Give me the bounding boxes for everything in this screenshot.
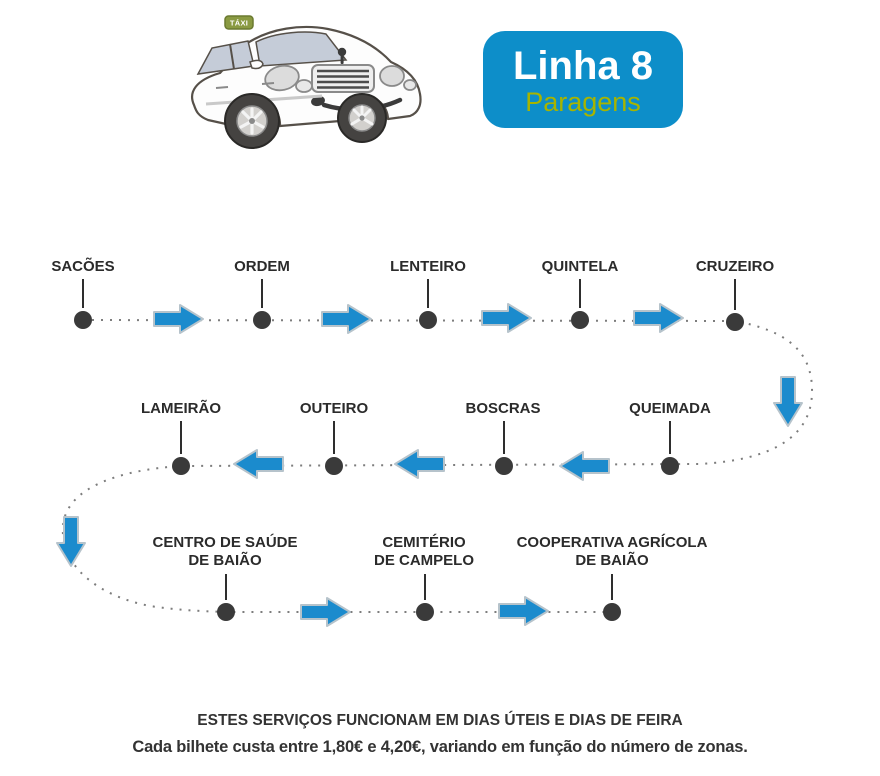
stop-label-lenteiro: LENTEIRO: [390, 258, 466, 275]
arrow-down-left-side: [57, 517, 85, 566]
arrow-right-6: [499, 597, 548, 625]
arrow-right-2: [322, 305, 371, 333]
stop-labels: [51, 257, 774, 569]
arrow-right-4: [634, 304, 683, 332]
stop-dot-lameirao: [172, 457, 190, 475]
stop-dot-lenteiro: [419, 311, 437, 329]
stop-dot-quintela: [571, 311, 589, 329]
stop-label-sacoes: SACÕES: [51, 258, 115, 275]
stop-dot-cooperativa: [603, 603, 621, 621]
arrow-left-3: [234, 450, 283, 478]
arrow-down-right-side: [774, 377, 802, 426]
taxi-sign-label: TÁXI: [229, 18, 249, 28]
stop-dot-outeiro: [325, 457, 343, 475]
arrow-right-1: [154, 305, 203, 333]
stop-label-ordem: ORDEM: [234, 258, 290, 275]
stop-label-boscras: BOSCRAS: [465, 400, 541, 417]
stop-label-lameirao: LAMEIRÃO: [141, 400, 221, 417]
stop-dot-cemiterio: [416, 603, 434, 621]
stop-label-centro-saude-line1: CENTRO DE SAÚDE: [152, 534, 298, 551]
stop-label-outeiro: OUTEIRO: [299, 400, 369, 417]
stop-label-quintela: QUINTELA: [541, 258, 619, 275]
route-arrows: [57, 304, 802, 626]
arrow-left-1: [560, 452, 609, 480]
stop-dot-centro-saude: [217, 603, 235, 621]
arrow-left-2: [395, 450, 444, 478]
footer-fare-note: Cada bilhete custa entre 1,80€ e 4,20€, variando em função do número de zonas.: [132, 738, 748, 756]
footer-service-note: ESTES SERVIÇOS FUNCIONAM EM DIAS ÚTEIS E DIAS DE FEIRA: [197, 712, 683, 729]
stop-label-cemiterio-line1: CEMITÉRIO: [382, 534, 466, 551]
stop-label-centro-saude-line2: DE BAIÃO: [188, 552, 262, 569]
arrow-right-3: [482, 304, 531, 332]
stop-label-cruzeiro: CRUZEIRO: [695, 258, 775, 275]
stop-dot-sacoes: [74, 311, 92, 329]
stop-label-cooperativa-line2: DE BAIÃO: [575, 552, 649, 569]
arrow-right-5: [301, 598, 350, 626]
stop-dot-cruzeiro: [726, 313, 744, 331]
line-badge-title: Linha 8: [512, 43, 654, 88]
stop-label-cemiterio-line2: DE CAMPELO: [373, 552, 475, 569]
stop-dot-boscras: [495, 457, 513, 475]
stop-dot-queimada: [661, 457, 679, 475]
stop-label-cooperativa-line1: COOPERATIVA AGRÍCOLA: [516, 534, 708, 551]
stop-dot-ordem: [253, 311, 271, 329]
line-badge-subtitle: Paragens: [525, 86, 641, 117]
stop-label-queimada: QUEIMADA: [629, 400, 711, 417]
